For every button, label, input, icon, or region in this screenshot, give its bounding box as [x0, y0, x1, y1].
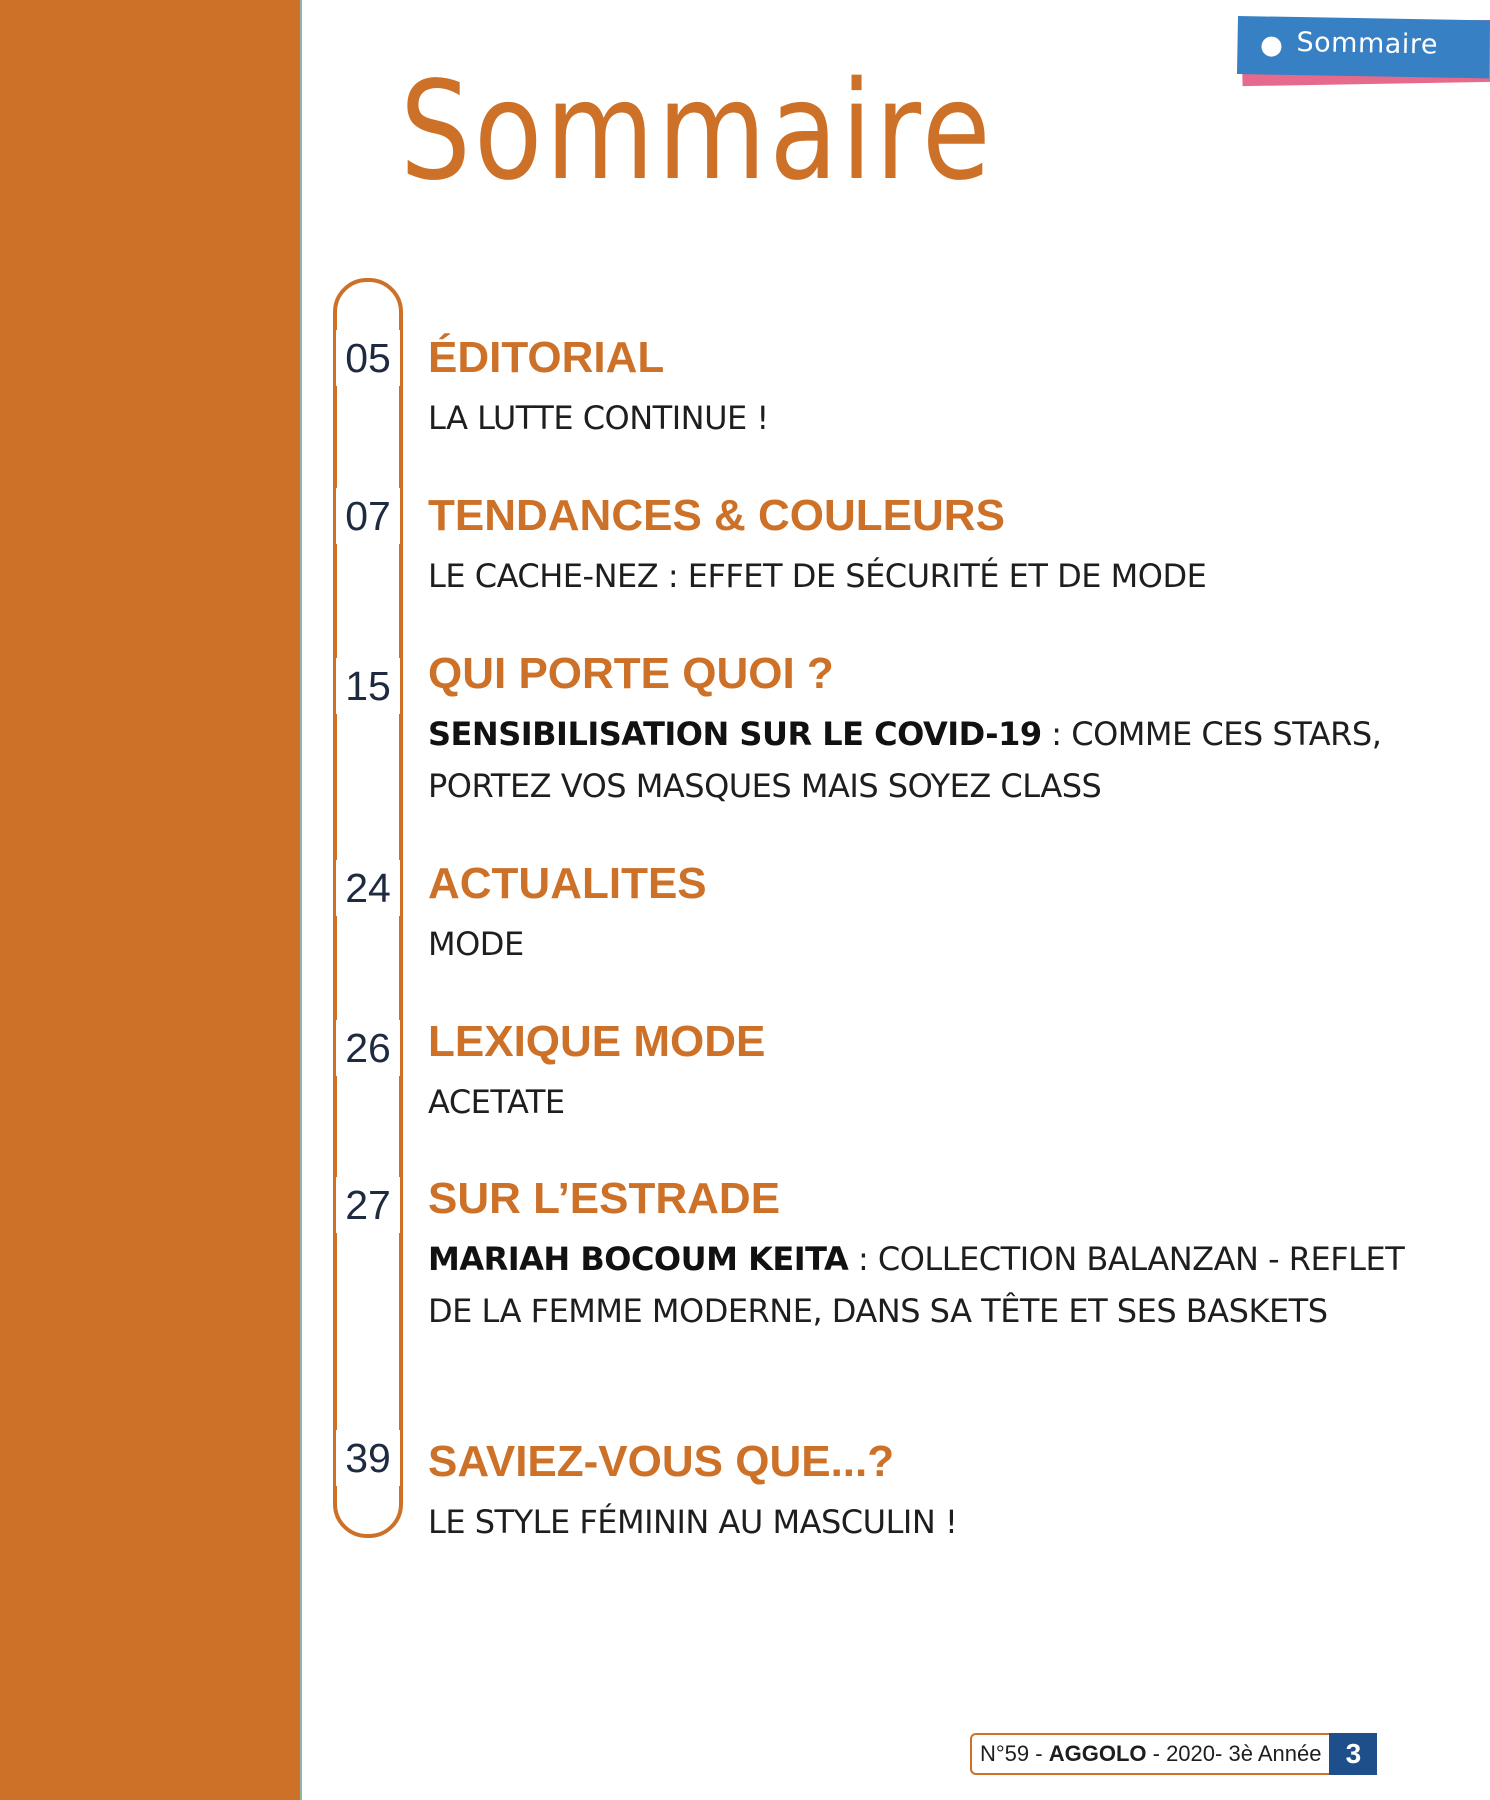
toc-description: [428, 918, 1408, 970]
toc-description-bold: MARIAH BOCOUM KEITA: [428, 1240, 849, 1278]
footer-separator: -: [1029, 1741, 1049, 1766]
toc-heading: LEXIQUE MODE: [428, 1017, 766, 1066]
page-footer: [970, 1733, 1377, 1775]
section-tab: [1238, 16, 1490, 78]
toc-description-text: COLLECTION BALANZAN - REFLET DE LA FEMME MODERNE, DANS SA TÊTE ET SES BASKETS: [428, 1240, 1405, 1330]
section-tab-label: Sommaire: [1296, 27, 1439, 61]
bullet-dot-icon: [1261, 36, 1281, 56]
toc-description: [428, 1076, 1408, 1128]
footer-magazine-name: AGGOLO: [1048, 1741, 1147, 1766]
toc-description-separator: :: [848, 1240, 878, 1278]
footer-issue-info: [970, 1733, 1329, 1775]
toc-description: [428, 392, 1408, 444]
toc-description-text: LE CACHE-NEZ : EFFET DE SÉCURITÉ ET DE MODE: [428, 557, 1207, 595]
toc-heading: ÉDITORIAL: [428, 333, 665, 382]
toc-description-bold: SENSIBILISATION SUR LE COVID-19: [428, 715, 1042, 753]
page-title: Sommaire: [400, 53, 994, 211]
toc-description-text: COMME CES STARS, PORTEZ VOS MASQUES MAIS SOYEZ CLASS: [428, 715, 1382, 805]
toc-page-number: 39: [336, 1430, 400, 1486]
footer-separator: -: [1215, 1741, 1229, 1766]
footer-page-number: 3: [1329, 1733, 1377, 1775]
footer-issue-number: N°59: [980, 1741, 1030, 1766]
toc-description-text: LE STYLE FÉMININ AU MASCULIN !: [428, 1503, 958, 1541]
toc-page-number: 27: [336, 1177, 400, 1233]
toc-description-text: MODE: [428, 925, 524, 963]
toc-page-number: 07: [336, 488, 400, 544]
toc-page-number: 24: [336, 860, 400, 916]
left-color-band: [0, 0, 302, 1800]
toc-description: [428, 1496, 1408, 1548]
toc-heading: TENDANCES & COULEURS: [428, 491, 1005, 540]
toc-heading: QUI PORTE QUOI ?: [428, 649, 834, 698]
footer-separator: -: [1146, 1741, 1167, 1766]
toc-heading: SAVIEZ-VOUS QUE...?: [428, 1437, 895, 1486]
section-tab-body: [1237, 16, 1490, 78]
toc-description-text: ACETATE: [428, 1083, 565, 1121]
toc-description-separator: :: [1041, 715, 1072, 753]
toc-description: [428, 1233, 1408, 1337]
toc-page-number: 26: [336, 1020, 400, 1076]
toc-heading: SUR L’ESTRADE: [428, 1174, 781, 1223]
toc-page-number: 15: [336, 658, 400, 714]
footer-edition: 3è Année: [1228, 1741, 1322, 1766]
toc-page-number: 05: [336, 330, 400, 386]
toc-description-text: LA LUTTE CONTINUE !: [428, 399, 769, 437]
toc-description: [428, 708, 1408, 812]
toc-heading: ACTUALITES: [428, 859, 707, 908]
footer-year: 2020: [1166, 1741, 1216, 1766]
toc-description: [428, 550, 1408, 602]
